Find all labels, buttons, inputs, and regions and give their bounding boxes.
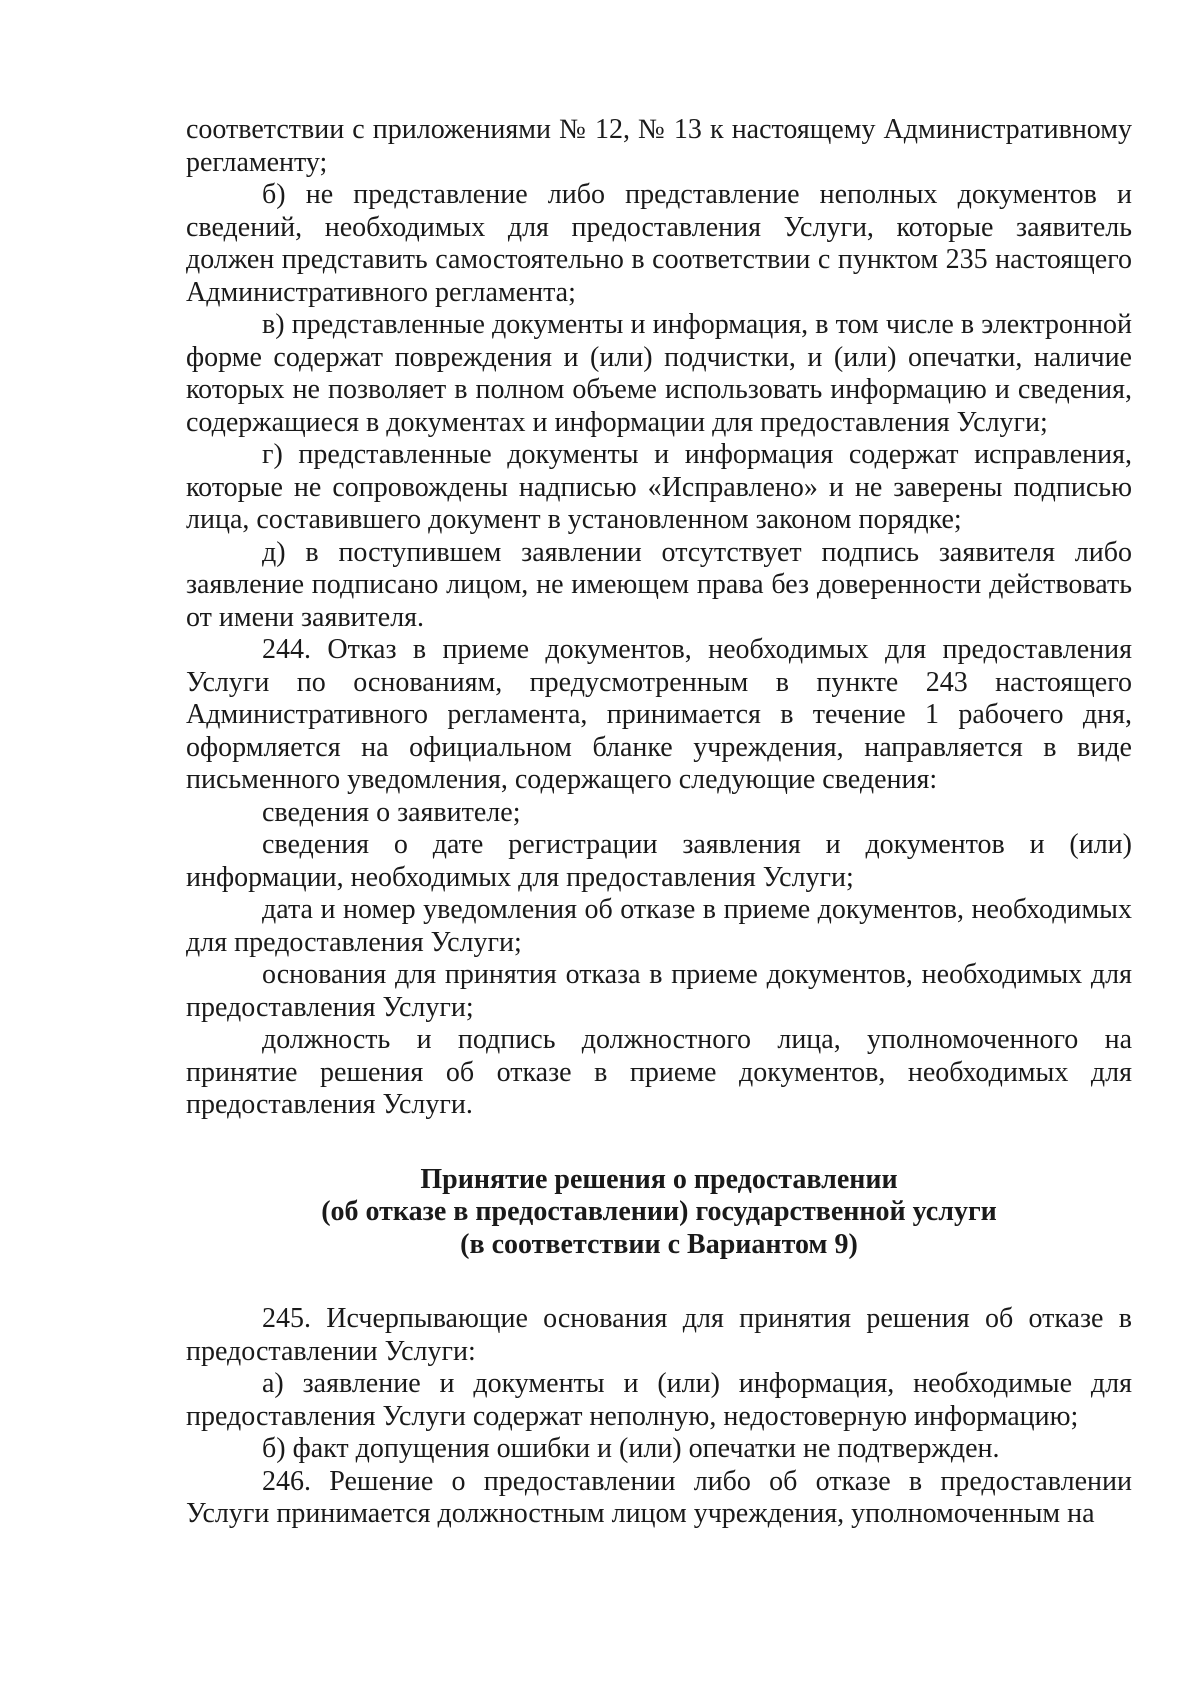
- section-heading-line: (в соответствии с Вариантом 9): [460, 1228, 858, 1260]
- document-body: [186, 114, 1132, 1531]
- paragraph: б) не представление либо представление неполных документов и сведений, необходимых для предоставления Услуги, которые заявитель должен представить самостоятельно в соответствии с пунктом 235 настоящего Административного регламента;: [186, 179, 1132, 308]
- paragraph: а) заявление и документы и (или) информация, необходимые для предоставления Услуги содержат неполную, недостоверную информацию;: [186, 1368, 1132, 1432]
- paragraph: сведения о дате регистрации заявления и документов и (или) информации, необходимых для предоставления Услуги;: [186, 829, 1132, 893]
- section-heading-line: Принятие решения о предоставлении: [420, 1163, 898, 1195]
- section-heading-line: (об отказе в предоставлении) государственной услуги: [321, 1196, 997, 1227]
- paragraph: в) представленные документы и информация, в том числе в электронной форме содержат повреждения и (или) подчистки, и (или) опечатки, наличие которых не позволяет в полном объеме использовать информацию и сведения, содержащиеся в документах и информации для предоставления Услуги;: [186, 309, 1132, 438]
- section-heading: [186, 1122, 1132, 1304]
- paragraph: г) представленные документы и информация содержат исправления, которые не сопровождены надписью «Исправлено» и не заверены подписью лица, составившего документ в установленном законом порядке;: [186, 439, 1132, 535]
- paragraph: 246. Решение о предоставлении либо об отказе в предоставлении Услуги принимается должностным лицом учреждения, уполномоченным на: [186, 1465, 1132, 1529]
- paragraph: соответствии с приложениями № 12, № 13 к настоящему Административному регламенту;: [186, 114, 1132, 178]
- paragraph: должность и подпись должностного лица, уполномоченного на принятие решения об отказе в приеме документов, необходимых для предоставления Услуги.: [186, 1024, 1132, 1120]
- paragraph: б) факт допущения ошибки и (или) опечатки не подтвержден.: [262, 1433, 1000, 1464]
- paragraph: д) в поступившем заявлении отсутствует подпись заявителя либо заявление подписано лицом, не имеющем права без доверенности действовать от имени заявителя.: [186, 536, 1132, 633]
- paragraph: сведения о заявителе;: [262, 796, 521, 828]
- paragraph: дата и номер уведомления об отказе в приеме документов, необходимых для предоставления Услуги;: [186, 894, 1132, 958]
- paragraph: 244. Отказ в приеме документов, необходимых для предоставления Услуги по основаниям, предусмотренным в пункте 243 настоящего Административного регламента, принимается в течение 1 рабочего дня, оформляется на официальном бланке учреждения, направляется в виде письменного уведомления, содержащего следующие сведения:: [186, 634, 1132, 795]
- paragraph: основания для принятия отказа в приеме документов, необходимых для предоставления Услуги;: [186, 959, 1132, 1023]
- paragraph: 245. Исчерпывающие основания для принятия решения об отказе в предоставлении Услуги:: [186, 1303, 1132, 1367]
